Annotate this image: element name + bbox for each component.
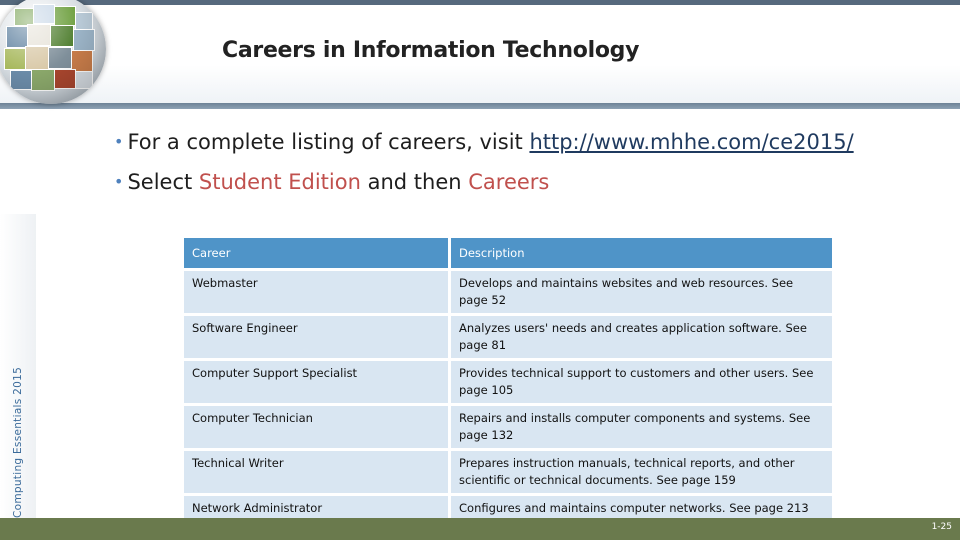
- career-cell: Technical Writer: [184, 450, 450, 495]
- slide-title: Careers in Information Technology: [222, 38, 640, 63]
- career-cell: Computer Support Specialist: [184, 360, 450, 405]
- description-cell: Provides technical support to customers and other users. See page 105: [450, 360, 833, 405]
- column-header-career: Career: [184, 238, 450, 270]
- description-cell: Develops and maintains websites and web resources. See page 52: [450, 270, 833, 315]
- description-cell: Repairs and installs computer components and systems. See page 132: [450, 405, 833, 450]
- bullet-text: Select: [127, 170, 199, 194]
- footer-bar: [0, 518, 960, 540]
- page-number: 1-25: [931, 522, 952, 532]
- bullet-item-listing: [114, 126, 854, 166]
- career-cell: Webmaster: [184, 270, 450, 315]
- column-header-description: Description: [450, 238, 833, 270]
- bullet-text: For a complete listing of careers, visit: [127, 130, 530, 154]
- course-side-label: Computing Essentials 2015: [12, 366, 24, 518]
- header-rule: [0, 103, 960, 109]
- table-row: [184, 450, 832, 495]
- career-cell: Computer Technician: [184, 405, 450, 450]
- bullet-item-select: [114, 166, 854, 206]
- table-row: [184, 360, 832, 405]
- careers-table: [184, 238, 832, 527]
- table-row: [184, 315, 832, 360]
- description-cell: Prepares instruction manuals, technical reports, and other scientific or technical documents. See page 159: [450, 450, 833, 495]
- career-cell: Software Engineer: [184, 315, 450, 360]
- table-row: [184, 270, 832, 315]
- careers-label: Careers: [468, 170, 550, 194]
- table-row: [184, 405, 832, 450]
- bullet-list: [114, 126, 854, 206]
- bullet-icon: •: [114, 172, 124, 191]
- table-header-row: [184, 238, 832, 270]
- student-edition-label: Student Edition: [198, 170, 361, 194]
- career-cell: Network Administrator: [184, 495, 450, 526]
- bullet-text: and then: [360, 170, 469, 194]
- photo-globe-icon: [0, 0, 106, 104]
- careers-url-link[interactable]: http://www.mhhe.com/ce2015/: [529, 130, 854, 154]
- bullet-icon: •: [114, 132, 124, 151]
- description-cell: Analyzes users' needs and creates application software. See page 81: [450, 315, 833, 360]
- description-cell: Configures and maintains computer networks. See page 213: [450, 495, 833, 526]
